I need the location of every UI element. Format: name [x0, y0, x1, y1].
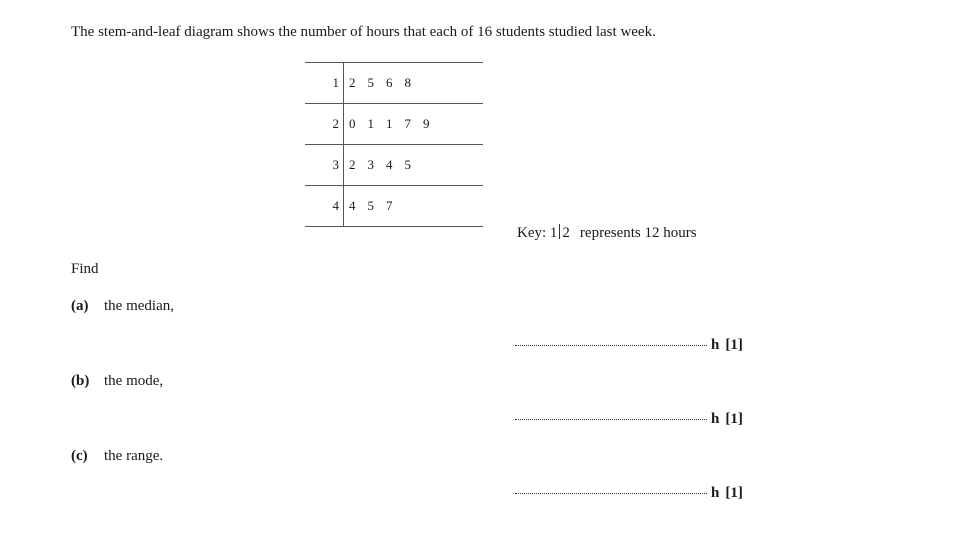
leaf-value: 5	[404, 157, 411, 172]
part-text: the range.	[104, 448, 164, 464]
leaf-list	[349, 104, 442, 144]
leaf-value: 0	[349, 116, 356, 131]
stem-row	[305, 62, 483, 103]
answer-line-a[interactable]	[515, 337, 743, 354]
part-letter: (b)	[71, 373, 90, 389]
leaf-value: 5	[367, 198, 374, 213]
stem-value: 4	[305, 186, 344, 226]
stem-value: 1	[305, 63, 344, 103]
leaf-value: 9	[423, 116, 430, 131]
question-intro: The stem-and-leaf diagram shows the number of hours that each of 16 students studied last week.	[71, 24, 656, 40]
part-text: the mode,	[104, 373, 164, 389]
leaf-value: 1	[386, 116, 393, 131]
leaf-value: 3	[367, 157, 374, 172]
leaf-list	[349, 145, 423, 185]
leaf-value: 4	[349, 198, 356, 213]
stem-row	[305, 185, 483, 227]
leaf-value: 4	[386, 157, 393, 172]
marks-label: [1]	[725, 411, 743, 427]
marks-label: [1]	[725, 485, 743, 501]
marks-label: [1]	[725, 337, 743, 353]
key-divider	[559, 224, 560, 239]
key-description: represents 12 hours	[579, 225, 697, 241]
diagram-key	[517, 224, 697, 242]
leaf-list	[349, 186, 405, 226]
answer-unit: h	[711, 485, 720, 501]
leaf-value: 7	[404, 116, 411, 131]
answer-line-c[interactable]	[515, 485, 743, 502]
leaf-value: 6	[386, 75, 393, 90]
part-letter: (a)	[71, 298, 89, 314]
leaf-value: 2	[349, 157, 356, 172]
key-leaf: 2	[562, 225, 570, 241]
key-stem: 1	[549, 225, 558, 241]
answer-unit: h	[711, 411, 720, 427]
answer-field[interactable]	[515, 344, 707, 346]
leaf-value: 7	[386, 198, 393, 213]
leaf-value: 1	[367, 116, 374, 131]
key-label: Key:	[517, 225, 547, 241]
part-letter: (c)	[71, 448, 88, 464]
leaf-value: 8	[404, 75, 411, 90]
find-label: Find	[71, 261, 99, 277]
answer-field[interactable]	[515, 418, 707, 420]
answer-line-b[interactable]	[515, 411, 743, 428]
leaf-list	[349, 63, 423, 103]
stem-and-leaf-diagram	[305, 62, 483, 227]
part-c	[71, 448, 163, 465]
leaf-value: 2	[349, 75, 356, 90]
stem-value: 3	[305, 145, 344, 185]
leaf-value: 5	[367, 75, 374, 90]
stem-row	[305, 103, 483, 144]
stem-value: 2	[305, 104, 344, 144]
part-b	[71, 373, 163, 390]
part-text: the median,	[104, 298, 174, 314]
answer-field[interactable]	[515, 492, 707, 494]
answer-unit: h	[711, 337, 720, 353]
stem-row	[305, 144, 483, 185]
part-a	[71, 298, 174, 315]
